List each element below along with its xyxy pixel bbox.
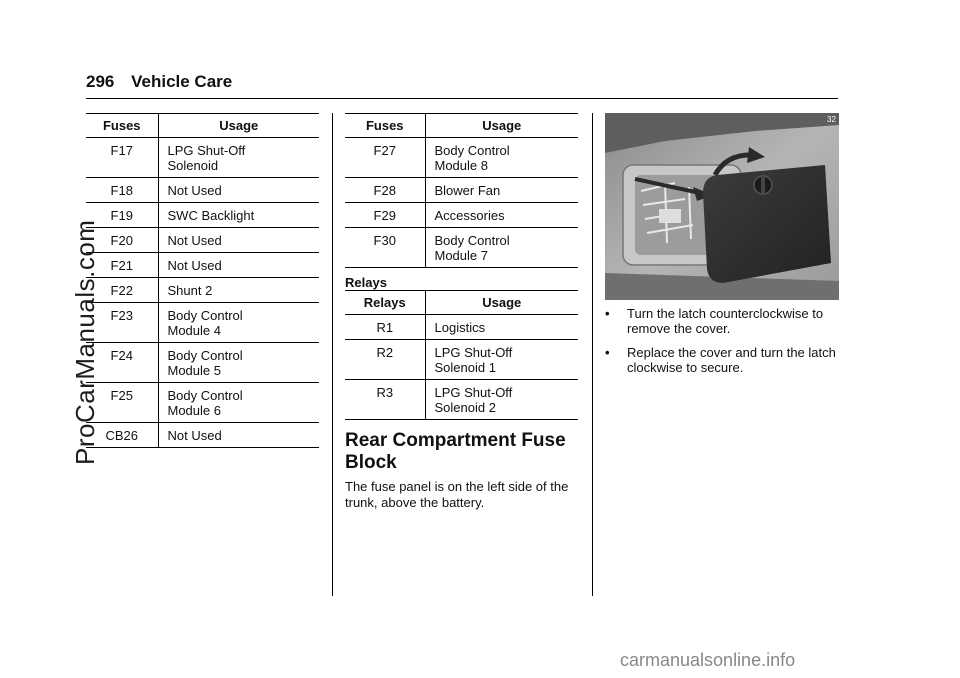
- id-cell: F24: [86, 343, 158, 383]
- usage-cell: LPG Shut-Off Solenoid 1: [425, 340, 578, 380]
- usage-cell: Body Control Module 5: [158, 343, 319, 383]
- table-row: [86, 138, 319, 178]
- id-cell: F22: [86, 278, 158, 303]
- usage-cell: Body Control Module 4: [158, 303, 319, 343]
- fuse-table-2: [345, 113, 578, 268]
- list-item: [605, 306, 840, 336]
- table-row: [345, 228, 578, 268]
- table-row: [345, 138, 578, 178]
- bullet-marker: •: [605, 306, 610, 321]
- table-row: [345, 340, 578, 380]
- table-row: [86, 253, 319, 278]
- table-row: [86, 228, 319, 253]
- usage-cell: SWC Backlight: [158, 203, 319, 228]
- id-cell: R1: [345, 315, 425, 340]
- table-row: [86, 343, 319, 383]
- bullet-marker: •: [605, 345, 610, 360]
- id-cell: F17: [86, 138, 158, 178]
- table-row: [345, 178, 578, 203]
- id-cell: R2: [345, 340, 425, 380]
- column-header-usage: Usage: [425, 291, 578, 315]
- column-header-usage: Usage: [425, 114, 578, 138]
- table-row: [86, 423, 319, 448]
- column-header-usage: Usage: [158, 114, 319, 138]
- usage-cell: Not Used: [158, 178, 319, 203]
- id-cell: F27: [345, 138, 425, 178]
- id-cell: F19: [86, 203, 158, 228]
- usage-cell: Body Control Module 8: [425, 138, 578, 178]
- id-cell: F30: [345, 228, 425, 268]
- column-divider-1: [332, 113, 333, 596]
- list-item: [605, 345, 840, 375]
- page-number: 296: [86, 72, 115, 91]
- side-watermark: ProCarManuals.com: [70, 219, 100, 465]
- usage-cell: Not Used: [158, 228, 319, 253]
- relay-table: [345, 290, 578, 420]
- table-row: [86, 278, 319, 303]
- table-header-row: [345, 114, 578, 138]
- usage-cell: Accessories: [425, 203, 578, 228]
- id-cell: F29: [345, 203, 425, 228]
- id-cell: R3: [345, 380, 425, 420]
- bullet-text: Turn the latch counterclockwise to remove the cover.: [627, 306, 824, 336]
- usage-cell: LPG Shut-Off Solenoid: [158, 138, 319, 178]
- id-cell: F23: [86, 303, 158, 343]
- usage-cell: Logistics: [425, 315, 578, 340]
- section-body: The fuse panel is on the left side of the trunk, above the battery.: [345, 479, 569, 510]
- table-row: [345, 203, 578, 228]
- usage-cell: Shunt 2: [158, 278, 319, 303]
- column-header-relays: Relays: [345, 291, 425, 315]
- usage-cell: Body Control Module 7: [425, 228, 578, 268]
- column-divider-2: [592, 113, 593, 596]
- relays-label: Relays: [345, 275, 387, 290]
- id-cell: F28: [345, 178, 425, 203]
- usage-cell: Blower Fan: [425, 178, 578, 203]
- table-row: [345, 380, 578, 420]
- page-header: [86, 72, 232, 92]
- usage-cell: Not Used: [158, 423, 319, 448]
- id-cell: CB26: [86, 423, 158, 448]
- page-title: Vehicle Care: [131, 72, 233, 91]
- usage-cell: Not Used: [158, 253, 319, 278]
- id-cell: F25: [86, 383, 158, 423]
- table-row: [86, 303, 319, 343]
- column-header-fuses: Fuses: [86, 114, 158, 138]
- section-title: Rear Compartment Fuse Block: [345, 430, 566, 473]
- fuse-table-1: [86, 113, 319, 448]
- table-header-row: [345, 291, 578, 315]
- column-header-fuses: Fuses: [345, 114, 425, 138]
- table-row: [86, 203, 319, 228]
- table-row: [86, 178, 319, 203]
- usage-cell: LPG Shut-Off Solenoid 2: [425, 380, 578, 420]
- instruction-list: [605, 306, 840, 384]
- header-rule: [86, 98, 838, 99]
- fuse-cover-illustration: [605, 113, 839, 300]
- photo-tag: 32: [827, 115, 836, 124]
- bullet-text: Replace the cover and turn the latch clockwise to secure.: [627, 345, 836, 375]
- usage-cell: Body Control Module 6: [158, 383, 319, 423]
- table-header-row: [86, 114, 319, 138]
- id-cell: F21: [86, 253, 158, 278]
- table-row: [345, 315, 578, 340]
- table-row: [86, 383, 319, 423]
- bottom-watermark: carmanualsonline.info: [620, 650, 796, 670]
- id-cell: F18: [86, 178, 158, 203]
- id-cell: F20: [86, 228, 158, 253]
